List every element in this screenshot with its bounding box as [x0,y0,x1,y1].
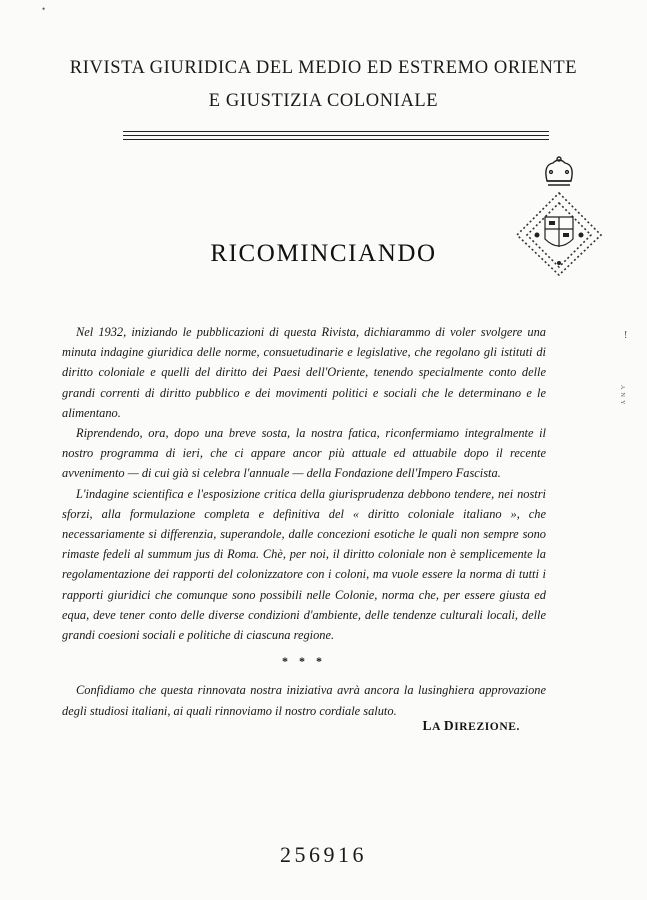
signature [420,718,520,734]
corner-mark: • [42,4,46,14]
article-title: RICOMINCIANDO [210,240,437,267]
signature-part-2: IREZIONE. [454,721,520,733]
header-rule-middle [123,135,549,136]
margin-mark: ! [624,330,628,341]
paragraph-2: Riprendendo, ora, dopo una breve sosta, la nostra fatica, riconfermiamo integralmente il nostro programma di ieri, che ci appare ancor più attuale ed attuabile dopo il recente avvenimento — di cui già si celebra l'annuale — della Fondazione dell'Impero Fascista. [62,426,546,481]
inventory-number: 256916 [280,842,367,867]
paragraph-1: Nel 1932, iniziando le pubblicazioni di questa Rivista, dichiarammo di voler svolgere una minuta indagine giuridica delle norme, consuetudinarie e legislative, che regolano gli istituti di diritto coloniale e quelli del diritto dei Paesi dell'Oriente, tenendo specialmente conto delle grandi correnti di diritto pubblico e dei movimenti politici e sociali che le determinano e le alimentano. [62,325,546,420]
signature-initial-1: L [422,718,433,733]
section-separator: * * * [282,654,326,669]
crown-icon [546,157,572,185]
closing-paragraph: Confidiamo che questa rinnovata nostra iniziativa avrà ancora la lusinghiera approvazione degli studiosi italiani, ai quali rinnoviamo il nostro cordiale saluto. [62,683,546,718]
masthead-line-2: E GIUSTIZIA COLONIALE [208,91,439,111]
header-rule-top [123,131,549,132]
signature-initial-2: D [443,718,455,733]
paragraph-3: L'indagine scientifica e l'esposizione critica della giurisprudenza debbono tendere, nei nostri sforzi, alla formulazione completa e definitiva del « diritto coloniale italiano », che necessariamente si differenzia, superandole, dalle concezioni esotiche le quali non sempre sono rimaste fedeli al summum jus di Roma. Chè, per noi, il diritto coloniale non è semplicemente la regolamentazione dei rapporti del colonizzatore con i coloni, ma vuole essere la norma di tutti i rapporti giuridici che comunque sono possibili nelle Colonie, norma che, per essere giusta ed equa, deve tener conto delle diverse condizioni d'ambiente, delle tendenze culturali locali, delle grandi coesioni sociali e politiche di ciascuna regione. [62,486,546,643]
margin-note: A N Y [619,385,625,406]
masthead-line-1: RIVISTA GIURIDICA DEL MEDIO ED ESTREMO ORIENTE [69,58,578,78]
signature-part-1: A [432,721,441,733]
article-body [62,322,546,721]
header-rule-bottom [123,139,549,140]
